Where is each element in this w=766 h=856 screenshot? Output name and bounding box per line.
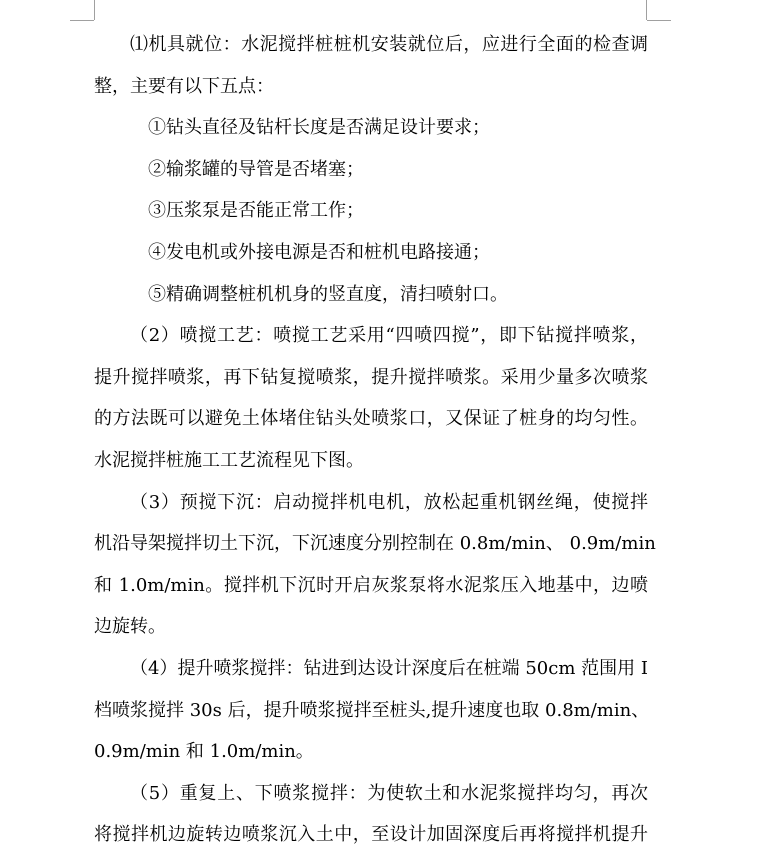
paragraph-line: 0.9m/min 和 1.0m/min。 [94, 741, 314, 763]
paragraph-line: 档喷浆搅拌 30s 后，提升喷浆搅拌至桩头,提升速度也取 0.8m/min、 [94, 699, 650, 721]
paragraph-line: 整，主要有以下五点： [94, 75, 274, 97]
paragraph-line: 机沿导架搅拌切土下沉，下沉速度分别控制在 0.8m/min、 0.9m/min [94, 533, 656, 555]
list-item: ③压浆泵是否能正常工作； [148, 200, 364, 222]
crop-mark-right-horizontal [647, 20, 671, 21]
paragraph-line: ⑴机具就位：水泥搅拌桩桩机安装就位后，应进行全面的检查调 [130, 34, 648, 55]
paragraph-line: （2）喷搅工艺：喷搅工艺采用“四喷四搅”，即下钻搅拌喷浆， [130, 325, 648, 347]
paragraph-line: 的方法既可以避免土体堵住钻头处喷浆口，又保证了桩身的均匀性。 [94, 408, 648, 430]
paragraph-line: 和 1.0m/min。搅拌机下沉时开启灰浆泵将水泥浆压入地基中，边喷 [94, 574, 648, 596]
list-item: ②输浆罐的导管是否堵塞； [148, 158, 364, 180]
paragraph-line: 水泥搅拌桩施工工艺流程见下图。 [94, 449, 364, 471]
paragraph-line: 边旋转。 [94, 616, 166, 638]
crop-mark-left-vertical [94, 0, 95, 20]
paragraph-line: （5）重复上、下喷浆搅拌：为使软土和水泥浆搅拌均匀，再次 [130, 782, 648, 804]
crop-mark-left-horizontal [70, 20, 94, 21]
paragraph-line: 提升搅拌喷浆，再下钻复搅喷浆，提升搅拌喷浆。采用少量多次喷浆 [94, 366, 648, 388]
paragraph-line: （3）预搅下沉：启动搅拌机电机，放松起重机钢丝绳，使搅拌 [130, 491, 648, 513]
document-body [94, 24, 656, 856]
paragraph-line: 将搅拌机边旋转边喷浆沉入土中，至设计加固深度后再将搅拌机提升 [94, 824, 648, 846]
crop-mark-right-vertical [646, 0, 647, 20]
list-item: ④发电机或外接电源是否和桩机电路接通； [148, 241, 490, 263]
list-item: ⑤精确调整桩机机身的竖直度，清扫喷射口。 [148, 283, 508, 305]
list-item: ①钻头直径及钻杆长度是否满足设计要求； [148, 117, 490, 139]
paragraph-line: （4）提升喷浆搅拌：钻进到达设计深度后在桩端 50cm 范围用 I [130, 657, 648, 679]
